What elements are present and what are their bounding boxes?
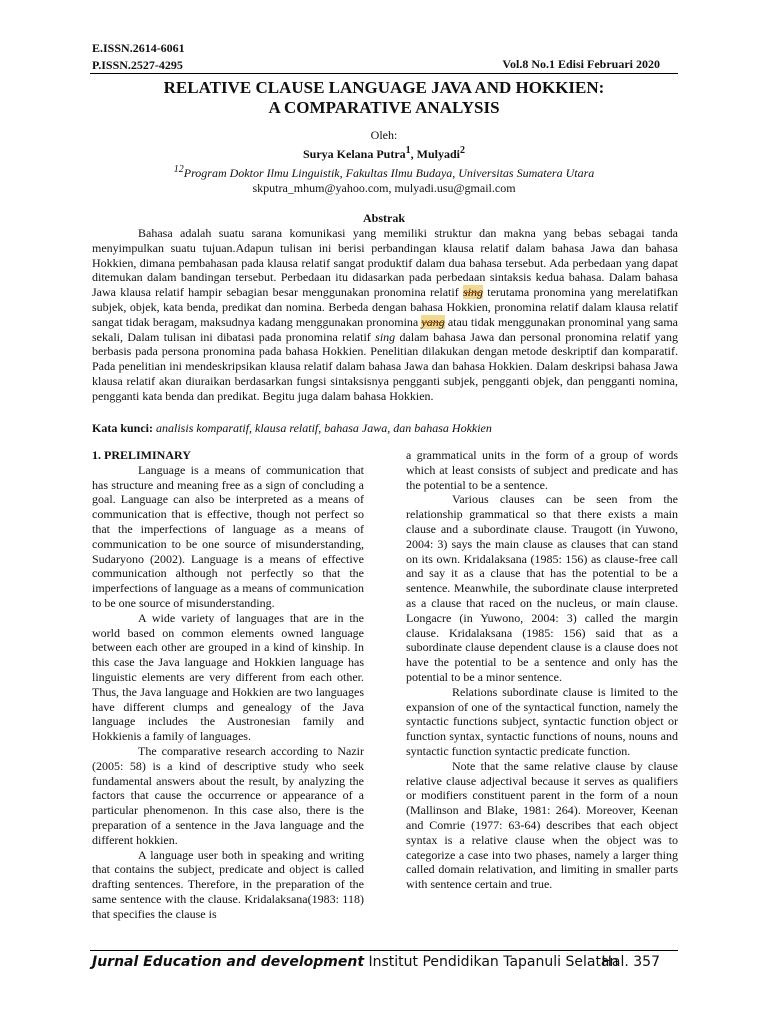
abstract-body (92, 226, 678, 404)
authors (90, 143, 678, 162)
keywords (92, 421, 678, 436)
journal-name: Jurnal Education and development (92, 954, 365, 970)
oleh: Oleh: (370, 128, 398, 142)
left-paragraph-2: A wide variety of languages that are in the world based on common elements owned language between each other are grouped in a kind of kinship. In this case the Java language and Hokkien language has linguistic elements are very different from each other. Thus, the Java language and Hokkien are two languages have different clumps and genealogy of the Java language includes the Austronesian family and Hokkienis a family of languages. (92, 610, 364, 744)
author-2: Mulyadi (416, 147, 460, 161)
issn-block (92, 40, 185, 74)
affiliation: Program Doktor Ilmu Linguistik, Fakultas Ilmu Budaya, Universitas Sumatera Utara (183, 166, 595, 180)
title-line-1: RELATIVE CLAUSE LANGUAGE JAVA AND HOKKIEN: (163, 78, 605, 97)
right-paragraph-3: Note that the same relative clause by clause relative clause adjectival because it serves as qualifiers or modifiers constituent parent in the form of a noun (Mallinson and Blake, 1981: 264). Moreover, Keenan and Comrie (1977: 63-64) describes that each object syntax is a relative clause when the object was to categorize a case into two phases, namely a larger thing called domain relativation, and limiting in smaller parts with sentence certain and true. (406, 758, 678, 892)
institution: Institut Pendidikan Tapanuli Selatan (368, 954, 619, 970)
paper-title (90, 78, 678, 118)
right-paragraph-1: Various clauses can be seen from the relationship grammatical so that there exists a main clause and a subordinate clause. Traugott (in Yuwono, 2004: 3) says the main clause as clauses that can stand on its own. Kridalaksana (1985: 156) as clause-free call and say it as a clause that has the potential to be a sentence. Meanwhile, the subordinate clause interpreted as a clause that raced on the nucleus, or main clause. Longacre (in Yuwono, 2004: 3) called the margin clause. Kridalaksana (1985: 156) said that as a subordinate clause dependent clause is a clause does not have the potential to be a sentence and only has the potential to be a minor sentence. (406, 492, 678, 684)
affiliation-line (90, 162, 678, 181)
abstract-part-4: dalam bahasa Jawa dan personal pronomina relatif yang berbasis pada persona pronomina pada bahasa Hokkien. Penelitian dilakukan dengan metode deskriptif dan komparatif. Pada penelitian ini mendeskripsikan klausa relatif dalam bahasa Jawa dan bahasa Hokkien. Dalam deskripsi bahasa Jawa klausa relatif akan diuraikan berdasarkan fungsi sintaksisnya pengganti subjek, pengganti objek, dan pengganti nomina, pengganti kata benda dan predikat. Begitu juga dalam bahasa Hokkien. (92, 329, 678, 403)
pissn: P.ISSN.2527-4295 (92, 58, 183, 72)
abstract-part-1: Bahasa adalah suatu sarana komunikasi yang memiliki struktur dan makna yang bebas sebagai tanda menyimpulkan suatu tujuan.Adapun tulisan ini berisi perbandingan klausa relatif dalam bahasa Jawa dan bahasa Hokkien, dimana pembahasan pada klausa relatif sangat produktif dalam dua bahasa tersebut. Ada perbedaan yang dapat ditemukan dalam bandingan tersebut. Perbedaan itu didasarkan pada perbedaan sintaksis kedua bahasa. Dalam bahasa Jawa klausa relatif hampir sebagian besar menggunakan pronomina relatif (92, 226, 678, 300)
emails: skputra_mhum@yahoo.com, mulyadi.usu@gmail.com (252, 181, 516, 195)
left-paragraph-1: Language is a means of communication that has structure and meaning free as a sign of concluding a goal. Language can also be interpreted as a means of communication that is effective, though not perfect so that the imperfections of language as a means of communication to be one source of misunderstanding, Sudaryono (2002). Language is a means of effective communication although not perfectly so that the imperfections of language as a means of communication to be one source of misunderstanding. (92, 462, 364, 610)
byline (90, 128, 678, 196)
page-footer (92, 954, 678, 970)
page-number: Hal. 357 (601, 954, 660, 970)
edition: Vol.8 No.1 Edisi Februari 2020 (502, 57, 660, 71)
right-paragraph-continued: a grammatical units in the form of a group of words which at least consists of subject and predicate and has the potential to be a sentence. (406, 448, 678, 492)
author-1-sup: 1 (405, 145, 411, 156)
left-paragraph-3: The comparative research according to Nazir (2005: 58) is a kind of descriptive study who seek fundamental answers about the result, by analyzing the factors that cause the occurrence or appearance of a particular phenomenon. In this case also, there is the preparation of a sentence in the Java language and the different hokkien. (92, 743, 364, 847)
abstract-part-3: atau tidak menggunakan pronominal yang sama sekali, Dalam tulisan ini dibatasi pada pronomina relatif (92, 314, 678, 344)
right-paragraph-2: Relations subordinate clause is limited to the expansion of one of the syntactical function, namely the syntactic functions subject, syntactic function object or function syntax, syntactic functions of nouns, nouns and syntactic function syntactic predicate function. (406, 684, 678, 758)
keywords-label: Kata kunci: (92, 421, 154, 435)
title-line-2: A COMPARATIVE ANALYSIS (268, 98, 500, 117)
header-rule (90, 73, 678, 74)
keywords-text: analisis komparatif, klausa relatif, bahasa Jawa, dan bahasa Hokkien (156, 421, 492, 435)
author-sep: , (410, 147, 417, 161)
abstract-italic-sing: sing (375, 329, 396, 344)
author-1: Surya Kelana Putra (302, 147, 406, 161)
abstract-title: Abstrak (362, 211, 405, 225)
highlight-sing: sing (462, 285, 483, 300)
abstract-part-2: terutama pronomina yang merelatifkan subjek, objek, kata benda, predikat dan nomina. Berbeda dengan bahasa Hokkien, pronomina relatif dalam klausa relatif sangat tidak beragam, maksudnya kadang menggunakan pronomina (92, 285, 678, 329)
footer-rule (90, 950, 678, 951)
author-2-sup: 2 (460, 145, 465, 156)
left-paragraph-4: A language user both in speaking and writing that contains the subject, predicate and object is called drafting sentences. Therefore, in the preparation of the same sentence with the clause. Kridalaksana(1983: 118) that specifies the clause is (92, 847, 364, 921)
eissn: E.ISSN.2614-6061 (92, 41, 185, 55)
left-column (92, 448, 364, 922)
affiliation-sup: 12 (173, 164, 184, 175)
section-heading: 1. PRELIMINARY (92, 448, 191, 462)
highlight-yang: yang (421, 314, 445, 329)
right-column (406, 448, 678, 892)
